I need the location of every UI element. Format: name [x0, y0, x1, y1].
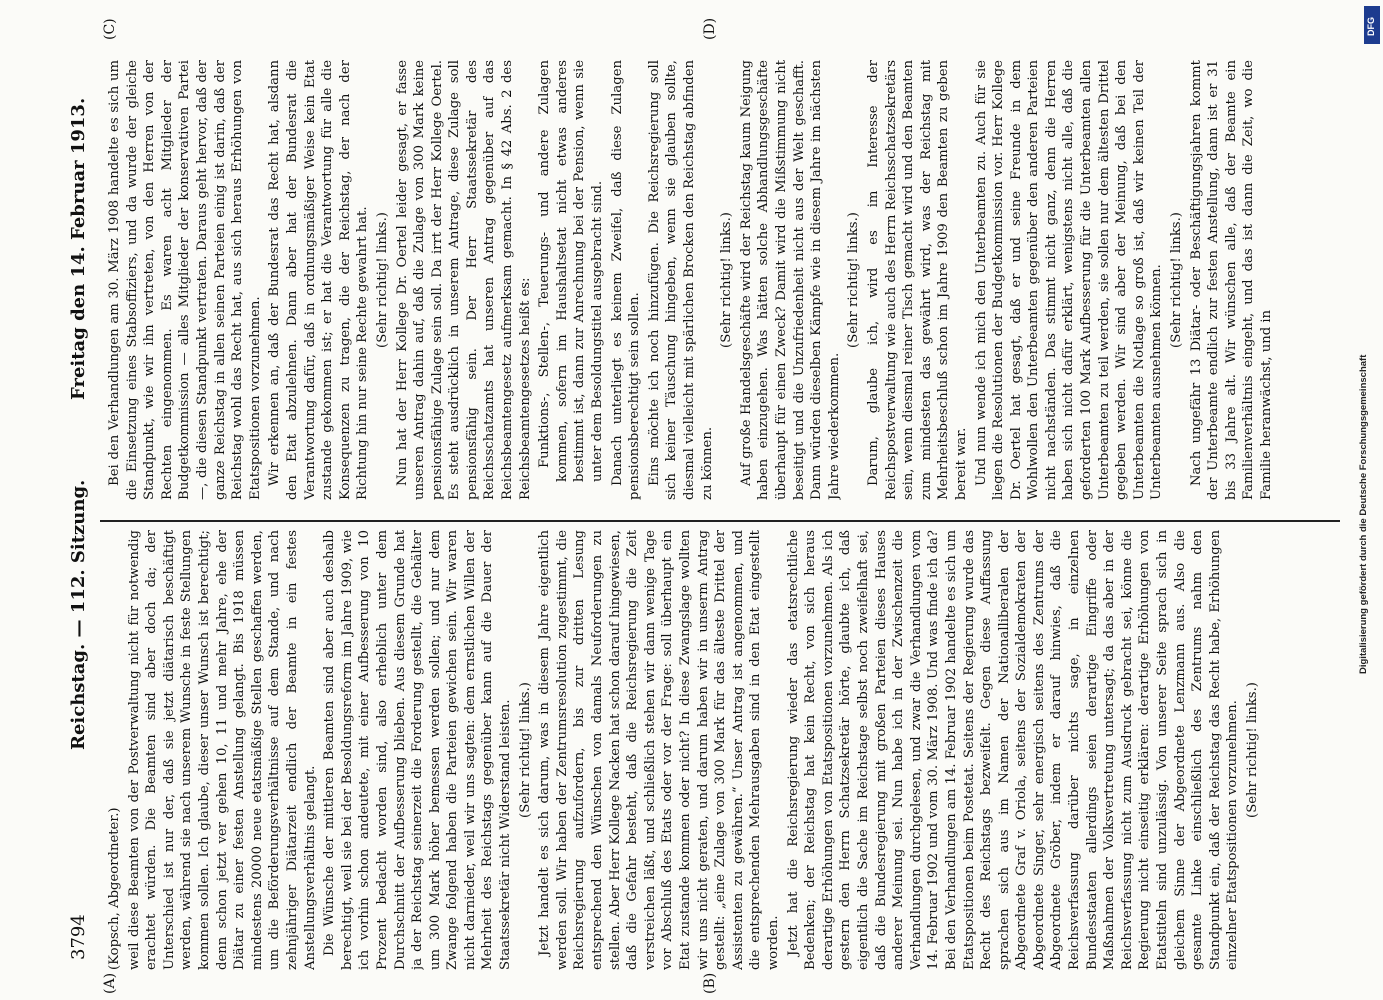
credit-text: Digitalisierung gefördert durch die Deutsche Forschungsgemeinschaft: [1358, 354, 1369, 674]
left-column: [106, 530, 1336, 970]
interjection: (Sehr richtig! links.): [1245, 682, 1260, 818]
paragraph: Die Wünsche der mittleren Beamten sind aber auch deshalb berechtigt, weil sie bei der Besoldungsreform im Jahre 1909, wie ich vorhin schon andeutete, mit einer Aufbesserung von 10 Prozent bedacht worden sind, also erheblich unter dem Durchschnitt der Aufbesserung blieben. Aus diesem Grunde hat ja der Reichstag seinerzeit die Forderung gestellt, die Gehälter um 300 Mark höher bemessen werden sollen; und nur dem Zwange folgend haben die Parteien gewichen sein. Wir waren nicht darnieder, weil wir uns sagten: dem ernstlichen Willen der Mehrheit des Reichstags gegenüber kann auf die Dauer der Staatssekretär nicht Widerstand leisten.: [322, 530, 514, 970]
paragraph: Bei den Verhandlungen am 30. März 1908 handelte es sich um die Einsetzung eines Stabsoffiziers, und da wurde der gleiche Standpunkt, wie wir ihn vertreten, von den Herren von der Rechten eingenommen. Es waren acht Mitglieder der Budgetkommission — alles Mitglieder der konservativen Partei —, die diesen Standpunkt vertraten. Daraus geht hervor, daß der ganze Reichstag in allen seinen Parteien einig ist darin, daß der Reichstag wohl das Recht hat, aus sich heraus Erhöhungen von Etatspositionen vorzunehmen.: [107, 60, 263, 500]
digitization-credit: [1358, 14, 1372, 674]
interjection: (Sehr richtig! links.): [374, 212, 390, 348]
margin-mark-b: (B): [702, 972, 718, 994]
rotated-newspaper-page: [62, 0, 1342, 1000]
paragraph: Jetzt handelt es sich darum, was in diesem Jahre eigentlich werden soll. Wir haben der Zentrumsresolution zugestimmt, die Reichsregierung aufzufordern, bis zur dritten Lesung entsprechend den Wünschen von damals Neuforderungen zu stellen. Aber Herr Kollege Nacken hat schon darauf hingewiesen, daß die Gefahr besteht, daß die Reichsregierung die Zeit verstreichen läßt, und schließlich stehen wir dann wenige Tage vor Abschluß des Etats oder vor der Frage: soll überhaupt ein Etat zustande kommen oder nicht? In diese Zwangslage wollten wir uns nicht geraten, und darum haben wir in unserm Antrag gestellt: „eine Zulage von 300 Mark für das älteste Drittel der Assistenten zu gewähren.“ Unser Antrag ist angenommen, und die entsprechenden Mehrausgaben sind in den Etat eingestellt worden.: [537, 530, 781, 970]
speaker-note: (Kopsch, Abgeordneter.): [107, 807, 122, 970]
column-divider: [100, 520, 1340, 522]
session-title: Reichstag. — 112. Sitzung.: [68, 479, 89, 750]
dfg-logo-text: DFG: [1366, 17, 1376, 36]
paragraph: Darum, glaube ich, wird es im Interesse der Reichspostverwaltung wie auch des Herrn Reichsschatzsekretärs sein, wenn diesmal reiner Tisch gemacht wird und den Beamten zum mindesten das gewährt wird, was der Reichstag mit Mehrheitsbeschluß schon im Jahre 1909 den Beamten zu geben bereit war.: [865, 60, 969, 500]
quotation: Funktions-, Stellen-, Teuerungs- und andere Zulagen kommen, sofern im Haushaltsetat nicht etwas anderes bestimmt ist, dann zur Anrechnung bei der Pension, wenn sie unter dem Besoldungstitel ausgebracht sind.: [537, 60, 606, 482]
paragraph: Und nun wende ich mich den Unterbeamten zu. Auch für sie liegen die Resolutionen der Budgetkommission vor. Herr Kollege Dr. Oertel hat gesagt, daß er und seine Freunde in dem Wohlwollen den Unterbeamten gegenüber den anderen Parteien nicht nachständen. Das stimmt nicht ganz, denn die Herren haben sich nicht dafür erklärt, wenigstens nicht alle, daß die geforderten 100 Mark Aufbesserung für die Unterbeamten allen Unterbeamten zu teil werden, sie sollen nur dem ältesten Drittel gegeben werden. Wir sind aber der Meinung, daß bei den Unterbeamten die Notlage so groß ist, daß wir keinen Teil der Unterbeamten ausnehmen können.: [973, 60, 1165, 500]
interjection: (Sehr richtig! links.): [846, 212, 862, 348]
interjection: (Sehr richtig! links.): [1169, 212, 1185, 348]
paragraph: Jetzt hat die Reichsregierung wieder das etatsrechtliche Bedenken; der Reichstag hat kein Recht, von sich heraus derartige Erhöhungen von Etatspositionen vorzunehmen. Als ich gestern den Herrn Schatzsekretär hörte, glaubte ich, daß eigentlich die Sache im Reichstage selbst noch zweifelhaft sei, daß die Bundesregierung mit großen Parteien dieses Hauses anderer Meinung sei. Nun habe ich in der Zwischenzeit die Verhandlungen durchgelesen, und zwar die Verhandlungen vom 14. Februar 1902 und vom 30. März 1908. Und was finde ich da? Bei den Verhandlungen am 14. Februar 1902 handelte es sich um Etatspositionen beim Postetat. Seitens der Regierung wurde das Recht des Reichstags bezweifelt. Gegen diese Auffassung sprachen sich aus im Namen der Nationalliberalen der Abgeordnete Graf v. Oriola, seitens der Sozialdemokraten der Abgeordnete Singer, sehr energisch seitens des Zentrums der Abgeordnete Gröber, indem er darauf hinwies, daß die Reichsverfassung darüber nichts sage, in einzelnen Bundesstaaten allerdings seien derartige Eingriffe oder Maßnahmen der Volksvertretung untersagt; da das aber in der Reichsverfassung nicht zum Ausdruck gebracht sei, könne die Regierung nicht einseitig erklären: derartige Erhöhungen von Etatstiteln sind unzulässig. Von unserer Seite sprach sich in gleichem Sinne der Abgeordnete Lenzmann aus. Also die gesamte Linke einschließlich des Zentrums nahm den Standpunkt ein, daß der Reichstag das Recht habe, Erhöhungen einzelner Etatspositionen vorzunehmen.: [785, 530, 1241, 970]
paragraph: Nun hat der Herr Kollege Dr. Oertel leider gesagt, er fasse unseren Antrag dahin auf, daß die Zulage von 300 Mark keine pensionsfähige Zulage sein soll. Da irrt der Herr Kollege Oertel. Es steht ausdrücklich in unserem Antrage, diese Zulage soll pensionsfähig sein. Der Herr Staatssekretär des Reichsschatzamts hat unseren Antrag gegenüber auf das Reichsbeamtengesetz aufmerksam gemacht. In § 42 Abs. 2 des Reichsbeamtengesetzes heißt es:: [394, 60, 533, 500]
interjection: (Sehr richtig! links.): [517, 682, 533, 818]
paragraph: Wir erkennen an, daß der Bundesrat das Recht hat, alsdann den Etat abzulehnen. Dann aber hat der Bundesrat die Verantwortung dafür, daß in ordnungsmäßiger Weise kein Etat zustande gekommen ist; er hat die Verantwortung für alle die Konsequenzen zu tragen, die der Reichstag, der nach der Richtung hin nur seine Rechte gewahrt hat.: [267, 60, 371, 500]
paragraph: Danach unterliegt es keinem Zweifel, daß diese Zulagen pensionsberechtigt sein sollen.: [609, 60, 643, 500]
interjection: (Sehr richtig! links.): [719, 212, 735, 348]
paragraph: Auf große Handelsgeschäfte wird der Reichstag kaum Neigung haben einzugehen. Was hätten solche Abhandlungsgeschäfte überhaupt für einen Zweck? Damit wird die Mißstimmung nicht beseitigt und die Unzufriedenheit nicht aus der Welt geschafft. Dann würden dieselben Kämpfe wie in diesem Jahre im nächsten Jahre wiederkommen.: [738, 60, 842, 500]
right-column: [106, 60, 1336, 500]
paragraph: Eins möchte ich noch hinzufügen. Die Reichsregierung soll sich keiner Täuschung hingeben, wenn sie glauben sollte, diesmal vielleicht mit spärlichen Brocken den Reichstag abfinden zu können.: [646, 60, 715, 500]
paragraph: Nach ungefähr 13 Diätar- oder Beschäftigungsjahren kommt der Unterbeamte endlich zur festen Anstellung, dann ist er 31 bis 33 Jahre alt. Wir wünschen alle, daß der Beamte ein Familienverhältnis eingeht, und das ist dann die Zeit, wo die Familie heranwächst, und in: [1188, 60, 1274, 500]
margin-mark-c: (C): [102, 18, 118, 40]
margin-mark-a: (A): [102, 972, 118, 994]
session-date: Freitag den 14. Februar 1913.: [68, 97, 89, 400]
paragraph: weil diese Beamten von der Postverwaltung nicht für notwendig erachtet würden. Die Beamten sind aber doch da; der Unterschied ist nur der, daß sie jetzt diätarisch beschäftigt werden, während sie nach unserem Wunsche in feste Stellungen kommen sollen. Ich glaube, dieser unser Wunsch ist berechtigt; denn schon jetzt ver gehen 10, 11 und mehr Jahre, ehe der Diätar zu einer festen Anstellung gelangt. Bis 1918 müssen mindestens 20000 neue etatsmäßige Stellen geschaffen werden, um die Beförderungsverhältnisse auf dem Stande, und nach zehnjähriger Diätarzeit endlich der Beamte in ein festes Anstellungsverhältnis gelangt.: [126, 530, 318, 970]
margin-mark-d: (D): [702, 17, 718, 40]
page-header: [62, 40, 96, 960]
page-number: 3794: [68, 914, 89, 960]
